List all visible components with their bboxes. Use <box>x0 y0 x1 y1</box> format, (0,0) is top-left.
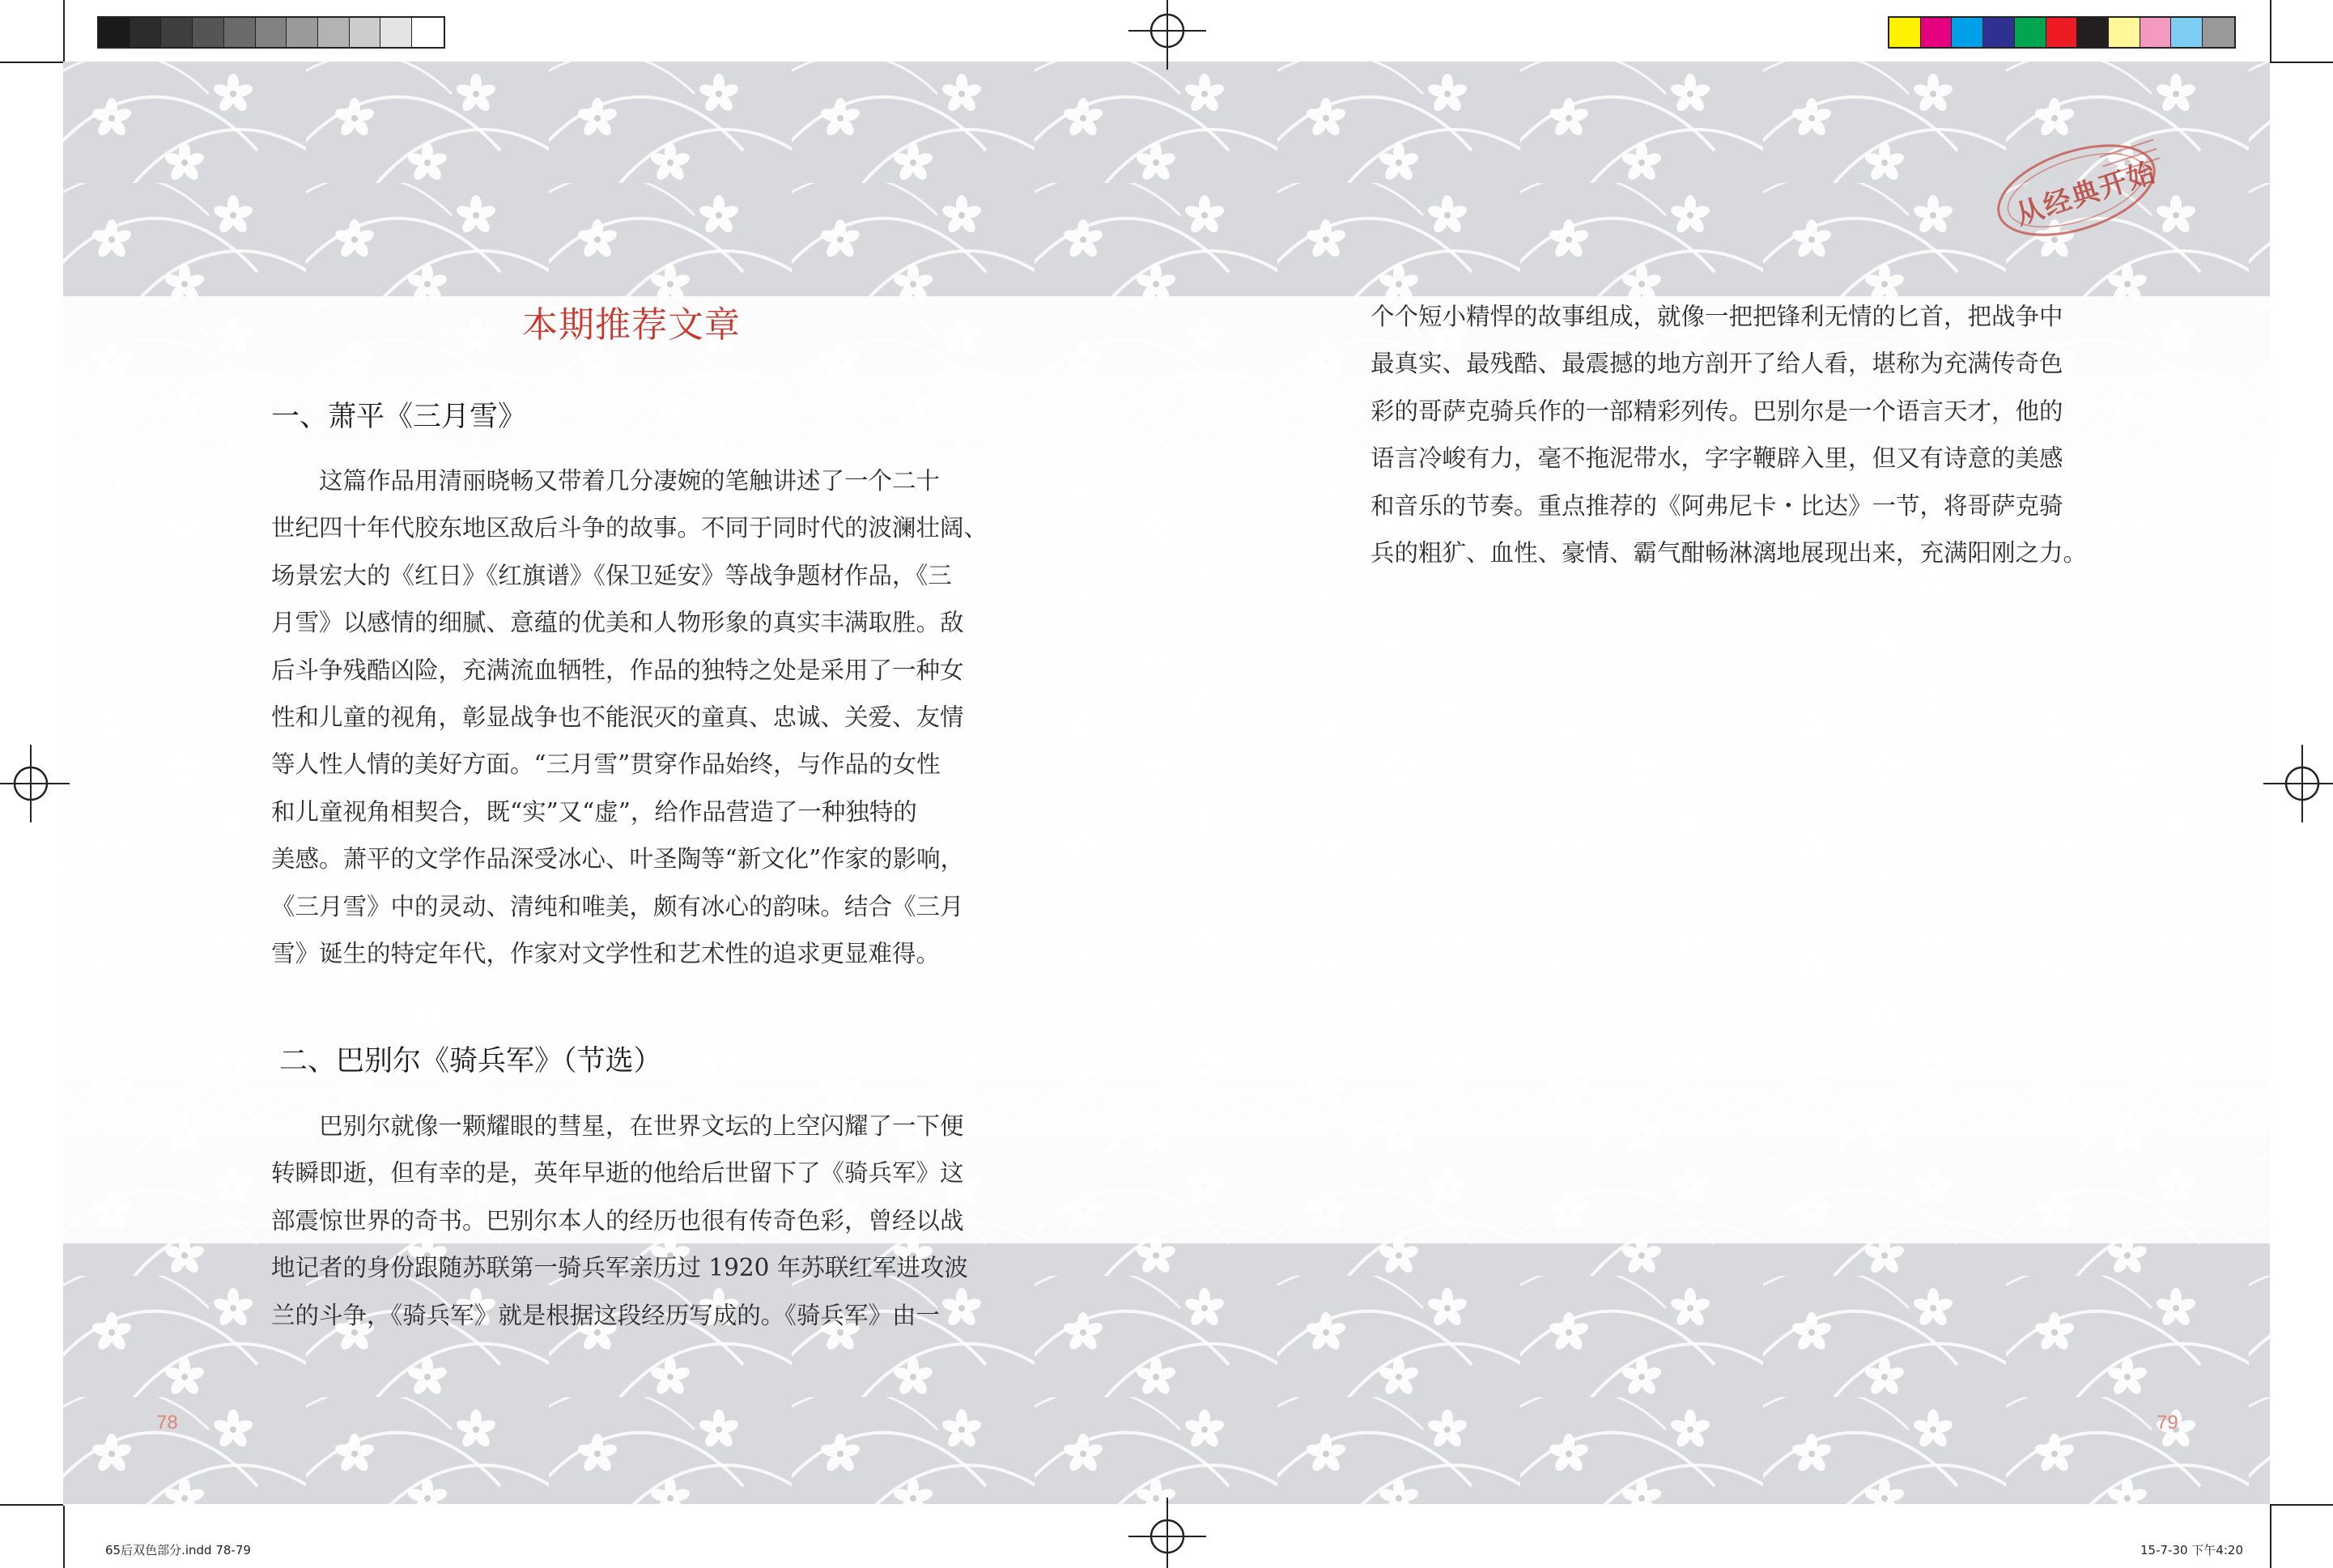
color-swatch <box>2015 18 2046 47</box>
color-swatch <box>2109 18 2140 47</box>
color-swatch <box>2171 18 2203 47</box>
registration-mark-top <box>1128 0 1206 70</box>
text-line: 部震惊世界的奇书。巴别尔本人的经历也很有传奇色彩，曾经以战 <box>271 1206 964 1234</box>
section-heading-1: 一、萧平《三月雪》 <box>271 401 527 433</box>
section-heading-2: 二、巴别尔《骑兵军》（节选） <box>279 1045 662 1077</box>
color-swatch <box>412 18 444 47</box>
text-line: 最真实、最残酷、最震撼的地方剖开了给人看，堪称为充满传奇色 <box>1370 350 2063 378</box>
text-line: 转瞬即逝，但有幸的是，英年早逝的他给后世留下了《骑兵军》这 <box>271 1159 964 1188</box>
slug-timestamp: 15-7-30 下午4:20 <box>2140 1543 2243 1557</box>
text-line: 个个短小精悍的故事组成，就像一把把锋利无情的匕首，把战争中 <box>1370 303 2063 330</box>
page-number-right: 79 <box>2157 1412 2178 1434</box>
text-line: 和儿童视角相契合，既“实”又“虚”，给作品营造了一种独特的 <box>271 797 917 826</box>
color-swatch <box>224 18 256 47</box>
text-line: 《三月雪》中的灵动、清纯和唯美，颇有冰心的韵味。结合《三月 <box>271 892 964 920</box>
registration-mark-right <box>2263 745 2333 822</box>
color-swatch <box>1921 18 1953 47</box>
text-line: 彩的哥萨克骑兵作的一部精彩列传。巴别尔是一个语言天才，他的 <box>1370 397 2063 425</box>
color-swatch <box>2077 18 2109 47</box>
crop-mark <box>2270 1504 2333 1506</box>
text-line: 月雪》以感情的细腻、意蕴的优美和人物形象的真实丰满取胜。敌 <box>271 609 964 637</box>
text-line: 巴别尔就像一颗耀眼的彗星，在世界文坛的上空闪耀了一下便 <box>271 1112 964 1140</box>
crop-mark <box>63 0 65 62</box>
text-line: 性和儿童的视角，彰显战争也不能泯灭的童真、忠诚、关爱、友情 <box>271 703 964 732</box>
color-swatch <box>287 18 318 47</box>
section-2-body-continued <box>1370 293 2087 576</box>
article-title: 本期推荐文章 <box>522 304 741 346</box>
crop-mark <box>0 1504 63 1506</box>
text-line: 世纪四十年代胶东地区敌后斗争的故事。不同于同时代的波澜壮阔、 <box>271 514 988 542</box>
text-line: 雪》诞生的特定年代，作家对文学性和艺术性的追求更显难得。 <box>271 940 941 968</box>
text-line: 场景宏大的《红日》《红旗谱》《保卫延安》等战争题材作品，《三 <box>271 561 952 589</box>
text-line: 兵的粗犷、血性、豪情、霸气酣畅淋漓地展现出来，充满阳刚之力。 <box>1370 539 2088 567</box>
process-color-bar <box>1888 16 2236 49</box>
text-line: 和音乐的节奏。重点推荐的《阿弗尼卡・比达》一节，将哥萨克骑 <box>1370 491 2063 520</box>
color-swatch <box>2140 18 2172 47</box>
crop-mark <box>2270 1506 2271 1568</box>
color-swatch <box>350 18 381 47</box>
color-swatch <box>130 18 162 47</box>
color-swatch <box>1983 18 2015 47</box>
color-swatch <box>2046 18 2078 47</box>
color-swatch <box>1952 18 1983 47</box>
color-swatch <box>1889 18 1921 47</box>
crop-mark <box>63 1506 65 1568</box>
text-line: 这篇作品用清丽晓畅又带着几分凄婉的笔触讲述了一个二十 <box>271 467 941 495</box>
text-line: 美感。萧平的文学作品深受冰心、叶圣陶等“新文化”作家的影响， <box>271 845 965 873</box>
text-line: 语言冷峻有力，毫不拖泥带水，字字鞭辟入里，但又有诗意的美感 <box>1370 444 2063 473</box>
text-line: 兰的斗争，《骑兵军》就是根据这段经历写成的。《骑兵军》由一 <box>271 1301 941 1329</box>
text-line: 后斗争残酷凶险，充满流血牺牲，作品的独特之处是采用了一种女 <box>271 656 964 684</box>
slug-file-name: 65后双色部分.indd 78-79 <box>105 1543 251 1557</box>
crop-mark <box>2270 0 2271 62</box>
color-swatch <box>256 18 287 47</box>
page-number-left: 78 <box>156 1412 178 1434</box>
registration-mark-bottom <box>1128 1498 1206 1568</box>
registration-mark-left <box>0 745 70 822</box>
text-line: 等人性人情的美好方面。“三月雪”贯穿作品始终，与作品的女性 <box>271 750 941 779</box>
gray-color-bar <box>97 16 445 49</box>
crop-mark <box>0 62 63 63</box>
color-swatch <box>318 18 350 47</box>
color-swatch <box>2203 18 2234 47</box>
text-line: 地记者的身份跟随苏联第一骑兵军亲历过 1920 年苏联红军进攻波 <box>271 1254 968 1282</box>
color-swatch <box>161 18 193 47</box>
color-swatch <box>193 18 224 47</box>
stamp-label: 从经典开始 <box>2012 155 2161 232</box>
crop-mark <box>2270 62 2333 63</box>
section-1-body <box>271 457 988 977</box>
color-swatch <box>380 18 412 47</box>
section-2-body <box>271 1103 968 1339</box>
color-swatch <box>99 18 130 47</box>
